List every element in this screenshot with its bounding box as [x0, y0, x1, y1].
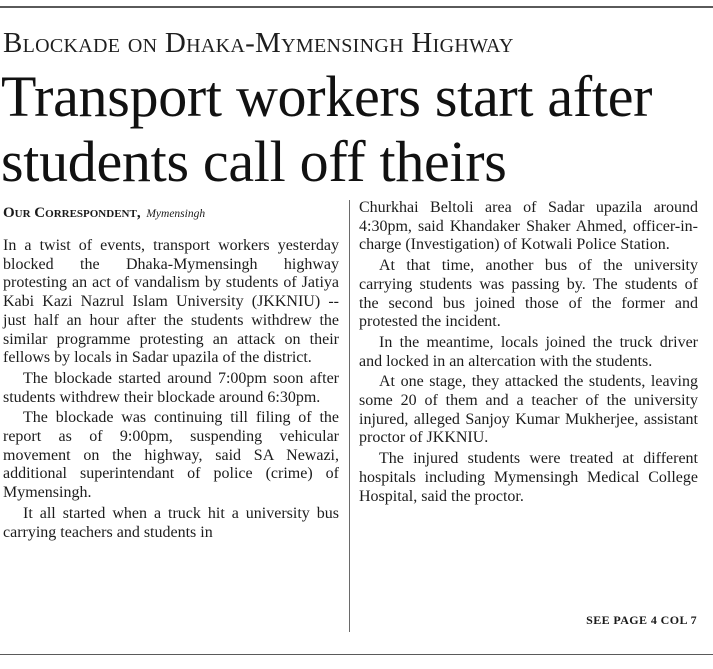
kicker: Blockade on Dhaka-Mymensingh Highway	[3, 27, 514, 59]
column-divider	[349, 200, 350, 632]
paragraph: The blockade started around 7:00pm soon after students withdrew their blockade around 6:30pm.	[3, 369, 339, 406]
paragraph: It all started when a truck hit a university bus carrying teachers and students in	[3, 504, 339, 541]
paragraph: At one stage, they attacked the students, leaving some 20 of them and a teacher of the university injured, alleged Sanjoy Kumar Mukherjee, assistant proctor of JKKNIU.	[359, 373, 698, 447]
headline: Transport workers start after students call off theirs	[1, 64, 653, 194]
bottom-rule	[0, 654, 713, 655]
top-rule	[0, 6, 713, 8]
byline-author: Our Correspondent,	[3, 205, 141, 221]
byline	[3, 204, 205, 223]
article-column-right	[359, 199, 698, 508]
continuation-note: SEE PAGE 4 COL 7	[586, 613, 697, 627]
article-column-left	[3, 237, 339, 544]
paragraph: In the meantime, locals joined the truck driver and locked in an altercation with the students.	[359, 333, 698, 370]
paragraph: In a twist of events, transport workers yesterday blocked the Dhaka-Mymensingh highway protesting an act of vandalism by students of Jatiya Kabi Kazi Nazrul Islam University (JKKNIU) -- just half an hour after the students withdrew the similar programme protesting an attack on their fellows by locals in Sadar upazila of the district.	[3, 237, 339, 367]
byline-location: Mymensingh	[146, 208, 206, 220]
paragraph: The injured students were treated at different hospitals including Mymensingh Medical College Hospital, said the proctor.	[359, 450, 698, 505]
paragraph-continuation: Churkhai Beltoli area of Sadar upazila around 4:30pm, said Khandaker Shaker Ahmed, officer-in-charge (Investigation) of Kotwali Police Station.	[359, 199, 698, 254]
paragraph: The blockade was continuing till filing of the report as of 9:00pm, suspending vehicular movement on the highway, said SA Newazi, additional superintendant of police (crime) of Mymensingh.	[3, 409, 339, 502]
paragraph: At that time, another bus of the university carrying students was passing by. The students of the second bus joined those of the former and protested the incident.	[359, 257, 698, 331]
